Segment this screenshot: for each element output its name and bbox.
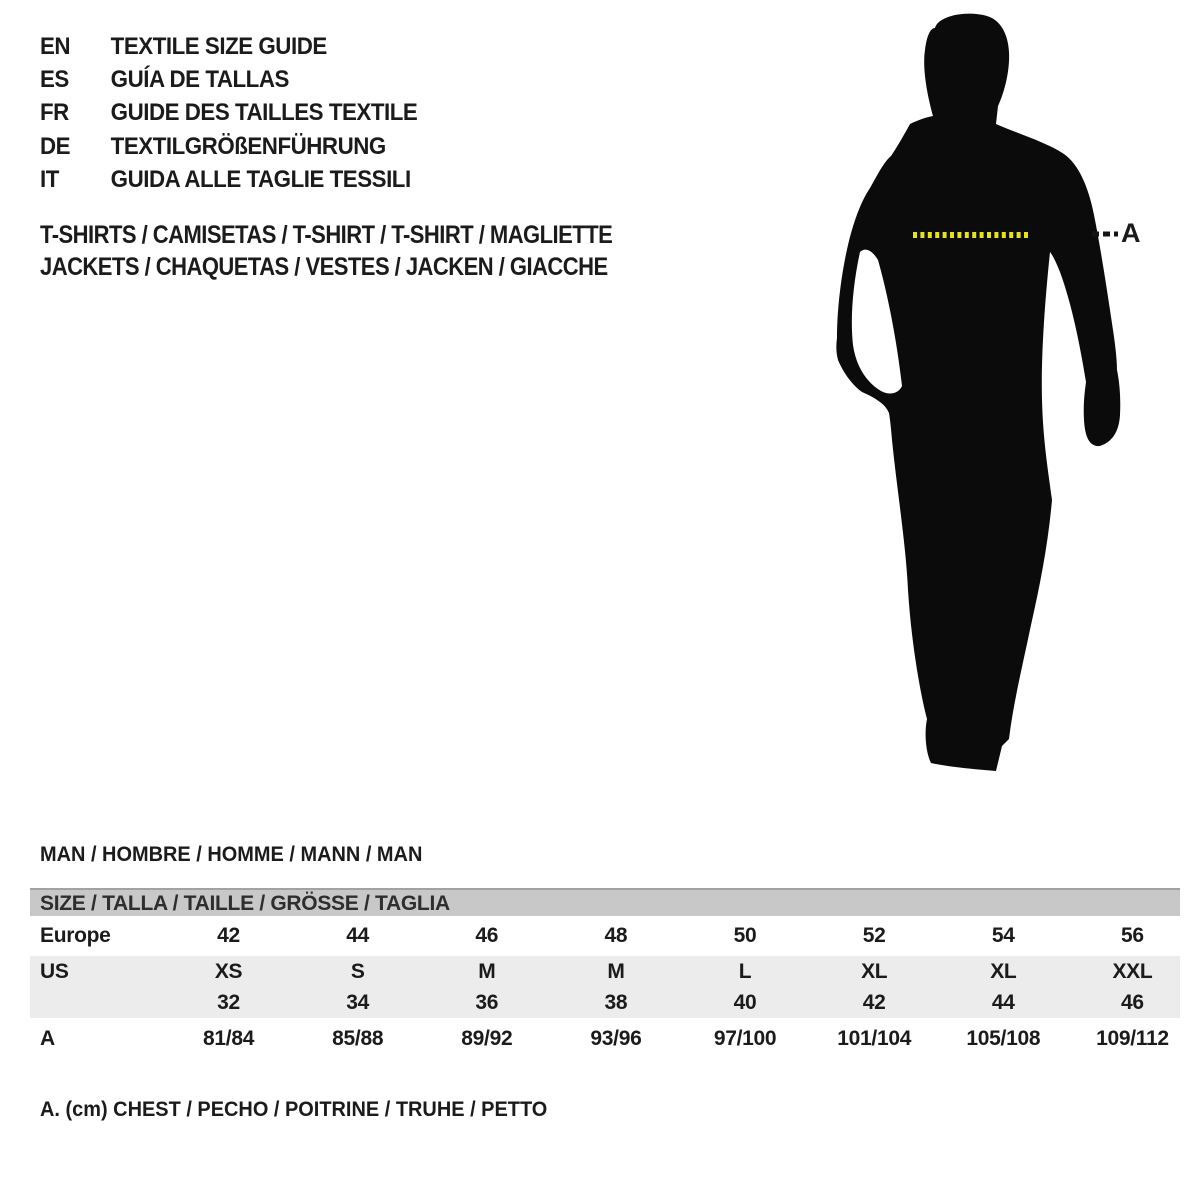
size-value: 54	[991, 924, 1015, 947]
size-value: 85/88	[332, 1027, 384, 1050]
size-value: S	[350, 959, 365, 983]
size-value: XL	[861, 959, 888, 983]
size-value: 44	[346, 924, 370, 947]
size-value: 42	[217, 924, 240, 947]
row-label: US	[40, 959, 69, 983]
size-value: M	[607, 959, 625, 983]
section-title: MAN / HOMBRE / HOMME / MANN / MAN	[40, 843, 423, 866]
size-value: 32	[217, 990, 240, 1014]
size-value: 46	[1121, 990, 1144, 1014]
language-code: EN	[40, 32, 71, 60]
size-value: 48	[604, 924, 628, 947]
size-value: 52	[862, 924, 886, 947]
size-value: 93/96	[590, 1027, 642, 1050]
man-silhouette	[835, 8, 1135, 798]
size-table	[30, 888, 1197, 1060]
figure-wrap	[835, 8, 1135, 798]
size-value: M	[478, 959, 496, 983]
category-lines	[40, 221, 690, 284]
language-title: TEXTILE SIZE GUIDE	[110, 32, 327, 60]
size-value: 56	[1121, 924, 1144, 947]
size-value: 38	[604, 990, 628, 1014]
language-row	[40, 130, 417, 163]
table-row	[30, 956, 1197, 987]
language-title: TEXTILGRÖßENFÜHRUNG	[110, 132, 386, 160]
size-value: 97/100	[713, 1027, 777, 1050]
table-row	[30, 987, 1197, 1018]
language-code: ES	[40, 66, 69, 94]
category-line: JACKETS / CHAQUETAS / VESTES / JACKEN / GIACCHE	[40, 252, 608, 281]
size-value: XXL	[1112, 959, 1153, 983]
category-line: T-SHIRTS / CAMISETAS / T-SHIRT / T-SHIRT / MAGLIETTE	[40, 221, 613, 249]
language-row	[40, 164, 417, 197]
language-code: DE	[40, 132, 71, 160]
size-value: 105/108	[966, 1027, 1041, 1050]
size-table-body	[30, 916, 1197, 1060]
language-title: GUIDA ALLE TAGLIE TESSILI	[110, 166, 411, 194]
size-value: L	[738, 959, 752, 983]
size-value: 44	[991, 990, 1015, 1014]
size-value: 50	[733, 924, 757, 947]
size-value: 81/84	[203, 1027, 255, 1050]
size-value: XS	[214, 959, 243, 983]
measure-label: A	[1121, 218, 1141, 248]
size-value: XL	[990, 959, 1017, 983]
language-row	[40, 30, 417, 63]
language-title: GUIDE DES TAILLES TEXTILE	[110, 99, 418, 127]
language-list	[40, 30, 446, 197]
size-value: 40	[733, 990, 757, 1014]
size-value: 109/112	[1096, 1027, 1169, 1050]
language-code: FR	[40, 99, 69, 127]
language-code: IT	[40, 166, 59, 194]
language-title: GUÍA DE TALLAS	[110, 66, 289, 94]
table-row	[30, 1018, 1197, 1060]
size-value: 46	[475, 924, 499, 947]
footnote: A. (cm) CHEST / PECHO / POITRINE / TRUHE / PETTO	[40, 1098, 548, 1121]
table-row	[30, 916, 1197, 956]
row-label: A	[40, 1027, 55, 1050]
size-value: 42	[862, 990, 886, 1014]
man-silhouette-path	[836, 14, 1120, 771]
size-value: 34	[346, 990, 370, 1014]
size-table-header: SIZE / TALLA / TAILLE / GRÖSSE / TAGLIA	[30, 888, 1180, 916]
row-label: Europe	[40, 924, 111, 947]
language-row	[40, 63, 417, 96]
size-value: 101/104	[837, 1027, 912, 1050]
size-value: 36	[475, 990, 499, 1014]
size-value: 89/92	[461, 1027, 513, 1050]
language-row	[40, 97, 417, 130]
